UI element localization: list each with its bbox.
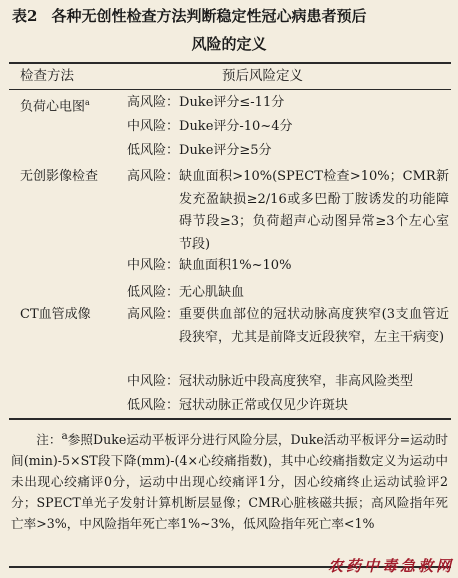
- table-title-line2: 风险的定义: [191, 35, 267, 53]
- risk-label: 高风险：: [127, 95, 180, 110]
- method-cell: [20, 93, 90, 117]
- method-name: 无创影像检查: [20, 169, 99, 184]
- risk-label: 中风险：: [127, 374, 180, 389]
- risk-text: 无心肌缺血: [179, 285, 245, 300]
- risk-text: 缺血面积1%~10%: [179, 258, 292, 273]
- risk-level-low: [127, 140, 272, 163]
- table-bottom-rule: [9, 418, 451, 420]
- risk-text: Duke评分≤-11分: [179, 95, 285, 110]
- risk-level-medium: [127, 371, 413, 394]
- risk-text: 冠状动脉近中段高度狭窄，非高风险类型: [179, 374, 414, 389]
- table-title-line1: 各种无创性检查方法判断稳定性冠心病患者预后: [51, 7, 367, 25]
- risk-level-low: [127, 395, 348, 418]
- risk-text: 缺血面积>10%(SPECT检查>10%；CMR新发充盈缺损≥2/16或多巴酚丁胺诱发的功能障碍节段≥3；负荷超声心动图异常≥3个左心室节段): [179, 169, 449, 252]
- risk-label: 高风险：: [127, 169, 180, 184]
- risk-level-medium: [127, 116, 292, 139]
- watermark: 农药中毒急救网: [327, 557, 454, 575]
- risk-label: 高风险：: [127, 307, 180, 322]
- risk-level-low: [127, 282, 244, 305]
- risk-label: 低风险：: [127, 285, 180, 300]
- table-top-rule: [9, 62, 451, 64]
- risk-level-high: [127, 166, 449, 256]
- risk-text: 冠状动脉正常或仅见少许斑块: [179, 398, 349, 413]
- method-name: 负荷心电图: [20, 99, 86, 115]
- header-risk-definition: 预后风险定义: [222, 68, 303, 84]
- method-cell: [20, 167, 98, 187]
- risk-text: Duke评分≥5分: [179, 143, 272, 158]
- risk-text: Duke评分-10~4分: [179, 119, 293, 134]
- risk-level-high: [127, 304, 449, 349]
- table-header-rule: [9, 89, 451, 90]
- table-number: 表2: [12, 7, 38, 25]
- method-name: CT血管成像: [20, 307, 91, 322]
- risk-label: 低风险：: [127, 398, 180, 413]
- risk-label: 中风险：: [127, 119, 180, 134]
- method-footnote-mark: a: [85, 98, 90, 107]
- risk-label: 低风险：: [127, 143, 180, 158]
- risk-level-medium: [127, 255, 291, 278]
- footnote-text: 参照Duke运动平板评分进行风险分层，Duke活动平板评分=运动时间(min)-5×ST段下降(mm)-(4×心绞痛指数)，其中心绞痛指数定义为运动中未出现心绞痛评0分，运动中出现心绞痛评1分，因心绞痛终止运动试验评2分；SPECT单光子发射计算机断层显像；CMR心脏核磁共振；高风险指年死亡率>3%，中风险指年死亡率1%~3%，低风险指年死亡率<1%: [11, 432, 449, 532]
- method-cell: [20, 305, 91, 325]
- footnote-prefix: 注：: [36, 432, 62, 448]
- footnote-mark: a: [61, 430, 68, 442]
- header-method: 检查方法: [20, 68, 74, 84]
- table-footnote: [11, 426, 448, 534]
- risk-label: 中风险：: [127, 258, 180, 273]
- risk-text: 重要供血部位的冠状动脉高度狭窄(3支血管近段狭窄，尤其是前降支近段狭窄，左主干病变): [179, 307, 449, 345]
- risk-level-high: [127, 92, 284, 115]
